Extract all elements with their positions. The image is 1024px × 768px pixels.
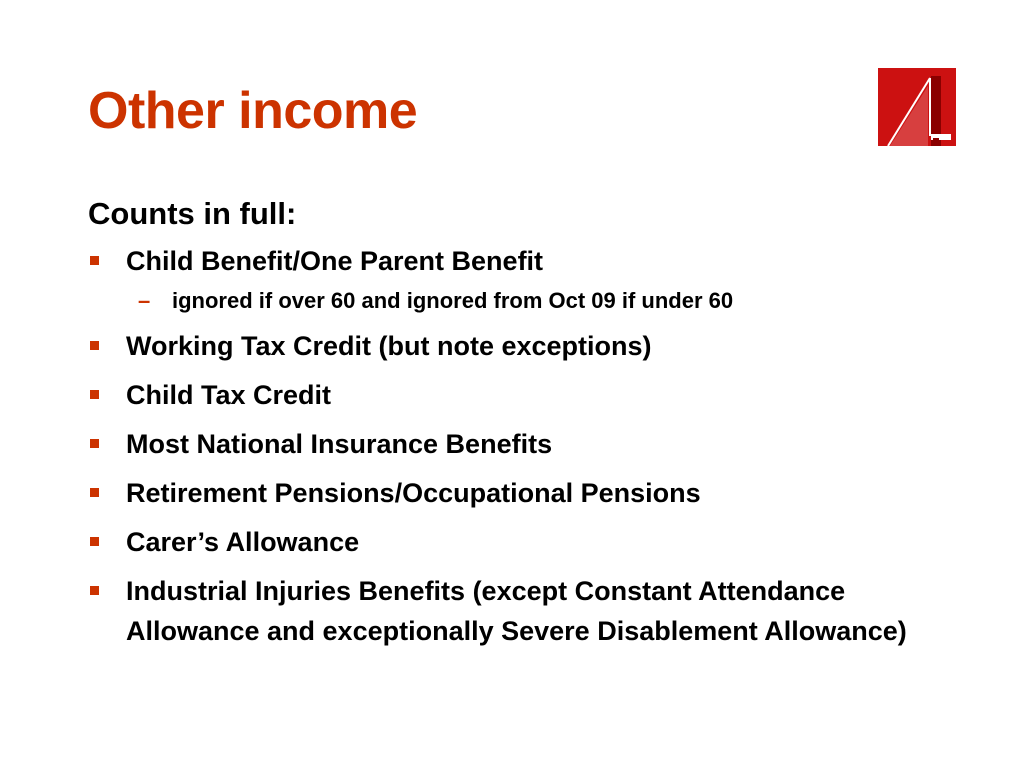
slide-content xyxy=(88,192,968,651)
square-bullet-icon xyxy=(90,390,99,399)
slide-title: Other income xyxy=(88,82,418,140)
dash-bullet-icon: – xyxy=(138,288,151,313)
list-item-label: Carer’s Allowance xyxy=(126,527,360,557)
list-item-label: Retirement Pensions/Occupational Pensions xyxy=(126,478,701,508)
income-list xyxy=(88,241,968,651)
stylized-four-logo-icon xyxy=(878,68,956,146)
list-item xyxy=(88,424,968,464)
list-item-label: Working Tax Credit (but note exceptions) xyxy=(126,331,652,361)
sub-list-item-label: ignored if over 60 and ignored from Oct 09 if under 60 xyxy=(172,288,734,313)
list-item xyxy=(88,571,968,651)
list-item xyxy=(88,326,968,366)
list-item xyxy=(88,375,968,415)
counts-in-full-heading: Counts in full: xyxy=(88,196,297,231)
sub-list xyxy=(126,285,968,317)
list-item-label: Industrial Injuries Benefits (except Constant Attendance Allowance and exceptionally Severe Disablement Allowance) xyxy=(126,576,907,646)
list-item xyxy=(88,473,968,513)
square-bullet-icon xyxy=(90,537,99,546)
square-bullet-icon xyxy=(90,586,99,595)
list-item-label: Child Benefit/One Parent Benefit xyxy=(126,246,544,276)
sub-list-item xyxy=(126,285,968,317)
list-item xyxy=(88,241,968,317)
square-bullet-icon xyxy=(90,488,99,497)
square-bullet-icon xyxy=(90,439,99,448)
list-item xyxy=(88,522,968,562)
square-bullet-icon xyxy=(90,341,99,350)
list-item-label: Child Tax Credit xyxy=(126,380,332,410)
square-bullet-icon xyxy=(90,256,99,265)
list-item-label: Most National Insurance Benefits xyxy=(126,429,553,459)
